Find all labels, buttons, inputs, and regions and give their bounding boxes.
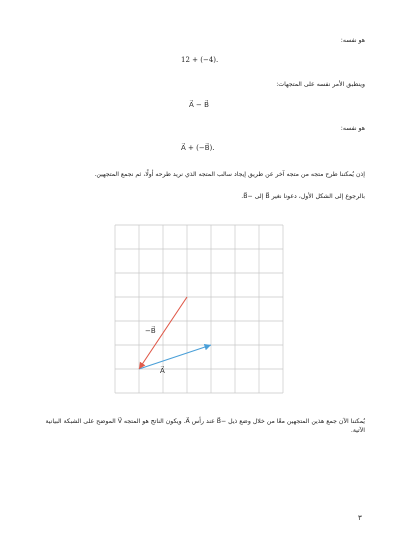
vector-label-A: A⃗ <box>160 367 165 375</box>
vector-label-minusB: −B⃗ <box>145 327 156 335</box>
paragraph-5: بالرجوع إلى الشكل الأول، دعونا نغير B⃗ إلى −B⃗. <box>241 193 365 200</box>
vector-A <box>139 345 211 369</box>
equation-1: 12 + (−4). <box>181 56 219 64</box>
paragraph-3: هو نفسه: <box>340 125 365 132</box>
page-number: ٣ <box>358 514 362 522</box>
paragraph-4: إذن يُمكننا طرح متجه من متجه آخر عن طريق إيجاد سالب المتجه الذي نريد طرحه أولًا، ثم نجمع المتجهين. <box>94 171 365 178</box>
equation-3: A⃗ + (−B⃗). <box>181 144 215 152</box>
paragraph-1: هو نفسه: <box>340 37 365 44</box>
equation-2: A⃗ − B⃗ <box>189 101 209 109</box>
paragraph-2: وينطبق الأمر نفسه على المتجهات: <box>276 81 365 88</box>
paragraph-6: يُمكننا الآن جمع هذين المتجهين معًا من خلال وضع ذيل −B⃗ عند رأس A⃗. ويكون الناتج هو المتجه V⃗ الموضح على الشبكة البيانية الآتية. <box>45 418 365 434</box>
vector-grid-figure <box>113 223 285 395</box>
